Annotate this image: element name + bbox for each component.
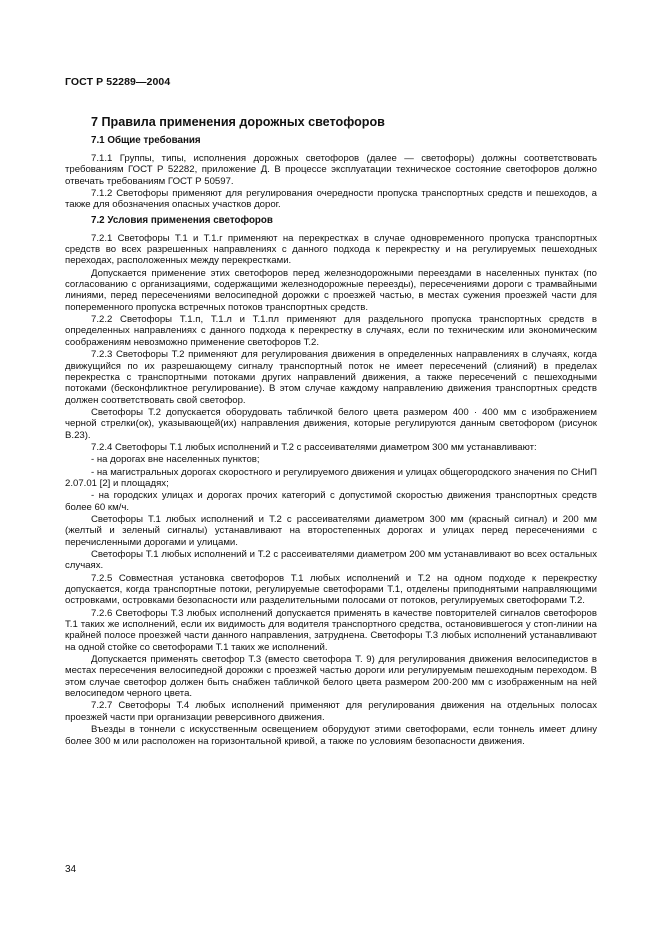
list-item: - на городских улицах и дорогах прочих категорий с допустимой скоростью движения транспортных средств более 60 км/ч. (65, 490, 597, 513)
section-title: 7 Правила применения дорожных светофоров (91, 115, 385, 129)
subsection-title-7-2: 7.2 Условия применения светофоров (91, 214, 273, 226)
paragraph-7-2-1: 7.2.1 Светофоры Т.1 и Т.1.г применяют на перекрестках в случае одновременного пропуска транспортных средств во всех разрешенных направлениях с данного подхода к перекрестку и на регулируемых пешеходных переходах, расположенных между перекрестками. (65, 232, 597, 267)
subsection-title-7-1: 7.1 Общие требования (91, 135, 201, 146)
paragraph-7-2-3-cont: Светофоры Т.2 допускается оборудовать табличкой белого цвета размером 400 · 400 мм с изображением черной стрелки(ок), указывающей(их) направления движения, которые регулируются данным светофором (рисунок В.23). (65, 406, 597, 441)
paragraph-7-2-4-cont: Светофоры Т.1 любых исполнений и Т.2 с рассеивателями диаметром 300 мм (красный сигнал) и 200 мм (желтый и зеленый сигналы) устанавливают на второстепенных дорогах и улицах перед пересечениями с перечисленными дорогами и улицами. (65, 513, 597, 548)
paragraph-7-1-1: 7.1.1 Группы, типы, исполнения дорожных светофоров (далее — светофоры) должны соответствовать требованиям ГОСТ Р 52282, приложение Д. В процессе эксплуатации техническое состояние светофоров должно отвечать требованиям ГОСТ Р 50597. (65, 153, 597, 187)
list-item: - на дорогах вне населенных пунктов; (91, 454, 260, 466)
paragraph-7-2-7: 7.2.7 Светофоры Т.4 любых исполнений применяют для регулирования движения на отдельных полосах проезжей части при организации реверсивного движения. (65, 700, 597, 723)
paragraph-7-2-7-cont: Въезды в тоннели с искусственным освещением оборудуют этими светофорами, если тоннель имеет длину более 300 м или расположен на горизонтальной кривой, а также по условиям безопасности движения. (65, 724, 597, 747)
list-item: - на магистральных дорогах скоростного и регулируемого движения и улицах общегородского значения по СНиП 2.07.01 [2] и площадях; (65, 466, 597, 489)
document-header: ГОСТ Р 52289—2004 (65, 76, 171, 88)
paragraph-7-2-1-cont: Допускается применение этих светофоров перед железнодорожными переездами в населенных пунктах (по согласованию с организациями, содержащими железнодорожные переезды), пересечениями дороги с трамвайными линиями, перед пересечениями велосипедной дорожки с проезжей частью, в местах сужения проезжей части для попеременного пропуска встречных потоков транспортных средств. (65, 267, 597, 313)
paragraph-7-2-2: 7.2.2 Светофоры Т.1.п, Т.1.л и Т.1.пл применяют для раздельного пропуска транспортных средств в определенных направлениях с данного подхода к перекрестку в случаях, если по техническим или экономическим соображениям невозможно применение светофоров Т.2. (65, 314, 597, 348)
paragraph-7-2-3: 7.2.3 Светофоры Т.2 применяют для регулирования движения в определенных направлениях в случаях, когда движущийся по их разрешающему сигналу транспортный поток не имеет пересечений (слияний) в пределах перекрестка с транспортными потоками других направлений движения, а также пересечений с пешеходными потоками (бесконфликтное регулирование). В этом случае каждому направлению движения транспортных средств должен соответствовать свой светофор. (65, 349, 597, 406)
paragraph-7-2-5: 7.2.5 Совместная установка светофоров Т.1 любых исполнений и Т.2 на одном подходе к перекрестку допускается, когда транспортные потоки, регулируемые светофорами Т.1, отделены приподнятыми направляющими островками, островками безопасности или разделительными полосами от потоков, регулируемых светофорами Т.2. (65, 572, 597, 607)
paragraph-7-1-2: 7.1.2 Светофоры применяют для регулирования очередности пропуска транспортных средств и пешеходов, а также для обозначения опасных участков дорог. (65, 188, 597, 211)
paragraph-7-2-6: 7.2.6 Светофоры Т.3 любых исполнений допускается применять в качестве повторителей сигналов светофоров Т.1 таких же исполнений, если их видимость для водителя транспортного средства, остановившегося у стоп-линии на крайней полосе проезжей части данного направления, затруднена. Светофоры Т.3 любых исполнений устанавливают на одной стойке со светофорами Т.1 таких же исполнений. (65, 607, 597, 653)
paragraph-7-2-4: 7.2.4 Светофоры Т.1 любых исполнений и Т.2 с рассеивателями диаметром 300 мм устанавливают: (91, 441, 537, 453)
page-number: 34 (65, 864, 77, 875)
document-body (65, 115, 597, 748)
paragraph-7-2-4-cont: Светофоры Т.1 любых исполнений и Т.2 с рассеивателями диаметром 200 мм устанавливают во всех остальных случаях. (65, 549, 597, 572)
paragraph-7-2-6-cont: Допускается применять светофор Т.3 (вместо светофора Т. 9) для регулирования движения велосипедистов в местах пересечения велосипедной дорожки с проезжей частью дороги или регулируемым пешеходным переходом. В этом случае светофор должен быть снабжен табличкой белого цвета размером 200·200 мм с изображенным на ней велосипедом черного цвета. (65, 654, 597, 700)
